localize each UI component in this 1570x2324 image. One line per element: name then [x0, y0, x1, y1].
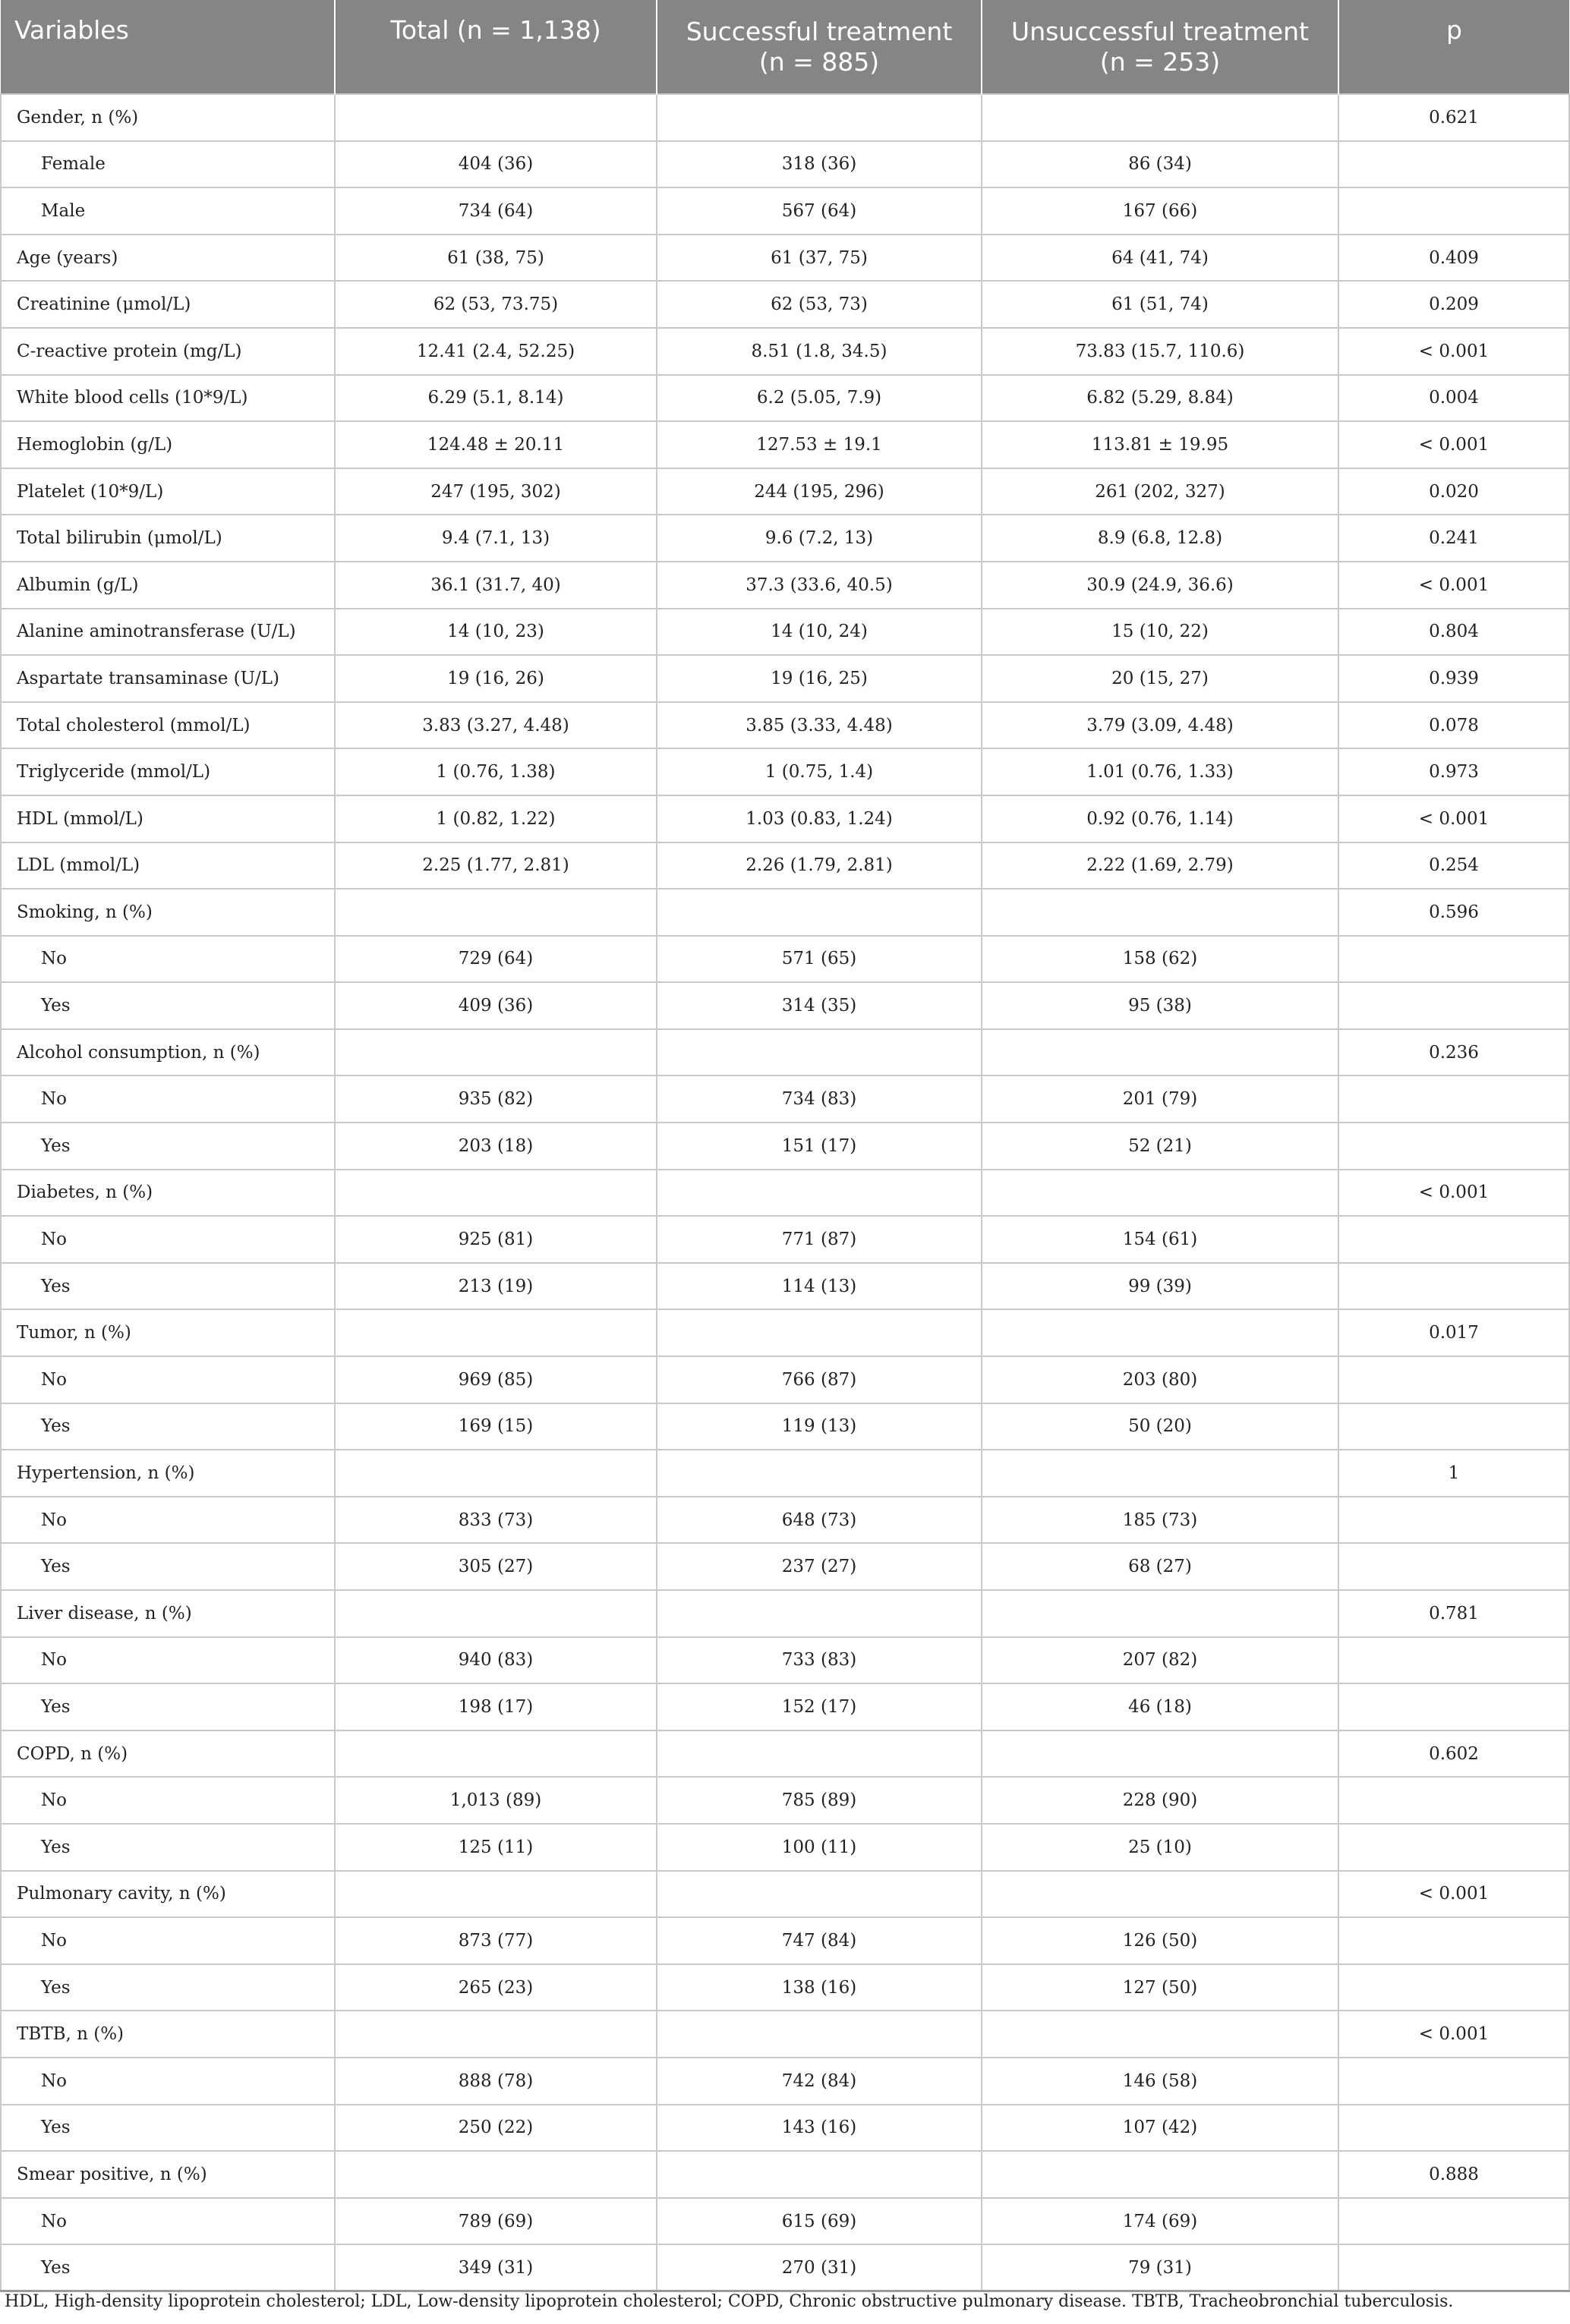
table-row [1, 562, 1569, 609]
row-label: White blood cells (10*9/L) [1, 375, 335, 422]
p-value-cell: 0.241 [1338, 515, 1569, 562]
total-cell [335, 1170, 657, 1217]
table-row [1, 982, 1569, 1029]
row-label: COPD, n (%) [1, 1730, 335, 1778]
row-label: Pulmonary cavity, n (%) [1, 1871, 335, 1918]
total-cell: 6.29 (5.1, 8.14) [335, 375, 657, 422]
row-label: Smear positive, n (%) [1, 2151, 335, 2198]
unsuccessful-cell [982, 2151, 1338, 2198]
row-label: No [1, 2058, 335, 2105]
unsuccessful-cell: 15 (10, 22) [982, 609, 1338, 656]
successful-cell: 152 (17) [657, 1683, 982, 1730]
successful-cell: 314 (35) [657, 982, 982, 1029]
table-row [1, 936, 1569, 983]
unsuccessful-cell: 46 (18) [982, 1683, 1338, 1730]
p-value-cell [1338, 1075, 1569, 1123]
unsuccessful-cell: 99 (39) [982, 1263, 1338, 1310]
table-row [1, 1871, 1569, 1918]
p-value-cell: 0.804 [1338, 609, 1569, 656]
successful-cell: 6.2 (5.05, 7.9) [657, 375, 982, 422]
unsuccessful-cell [982, 1590, 1338, 1637]
unsuccessful-cell: 1.01 (0.76, 1.33) [982, 748, 1338, 795]
unsuccessful-cell: 86 (34) [982, 141, 1338, 188]
successful-cell [657, 1309, 982, 1356]
successful-cell: 143 (16) [657, 2105, 982, 2152]
table-row [1, 1170, 1569, 1217]
p-value-cell: 0.602 [1338, 1730, 1569, 1778]
row-label: Age (years) [1, 235, 335, 282]
p-value-cell: 0.004 [1338, 375, 1569, 422]
unsuccessful-cell: 73.83 (15.7, 110.6) [982, 328, 1338, 375]
p-value-cell: 0.973 [1338, 748, 1569, 795]
successful-cell: 37.3 (33.6, 40.5) [657, 562, 982, 609]
table-row [1, 1123, 1569, 1170]
successful-cell: 270 (31) [657, 2244, 982, 2291]
total-cell: 925 (81) [335, 1216, 657, 1263]
p-value-cell [1338, 1403, 1569, 1450]
total-cell: 265 (23) [335, 1964, 657, 2011]
table-row [1, 1590, 1569, 1637]
successful-cell: 742 (84) [657, 2058, 982, 2105]
total-cell: 305 (27) [335, 1543, 657, 1590]
total-cell: 62 (53, 73.75) [335, 281, 657, 328]
total-cell: 14 (10, 23) [335, 609, 657, 656]
unsuccessful-cell: 203 (80) [982, 1356, 1338, 1403]
table-row [1, 141, 1569, 188]
successful-cell [657, 94, 982, 141]
p-value-cell: 0.781 [1338, 1590, 1569, 1637]
p-value-cell: < 0.001 [1338, 562, 1569, 609]
table-row [1, 795, 1569, 842]
header-row [1, 0, 1569, 94]
unsuccessful-cell: 174 (69) [982, 2198, 1338, 2245]
table-row [1, 1450, 1569, 1497]
table-row [1, 1216, 1569, 1263]
successful-cell: 1.03 (0.83, 1.24) [657, 795, 982, 842]
row-label: Hemoglobin (g/L) [1, 421, 335, 468]
total-cell: 409 (36) [335, 982, 657, 1029]
total-cell [335, 1450, 657, 1497]
table-row [1, 328, 1569, 375]
successful-cell: 648 (73) [657, 1497, 982, 1544]
total-cell: 250 (22) [335, 2105, 657, 2152]
table-row [1, 421, 1569, 468]
unsuccessful-cell: 228 (90) [982, 1777, 1338, 1824]
unsuccessful-cell: 126 (50) [982, 1917, 1338, 1964]
row-label: C-reactive protein (mg/L) [1, 328, 335, 375]
row-label: Aspartate transaminase (U/L) [1, 655, 335, 702]
total-cell: 203 (18) [335, 1123, 657, 1170]
total-cell: 198 (17) [335, 1683, 657, 1730]
unsuccessful-cell: 8.9 (6.8, 12.8) [982, 515, 1338, 562]
successful-cell: 19 (16, 25) [657, 655, 982, 702]
unsuccessful-cell: 68 (27) [982, 1543, 1338, 1590]
table-row [1, 281, 1569, 328]
row-label: Platelet (10*9/L) [1, 468, 335, 515]
table-row [1, 1543, 1569, 1590]
table-row [1, 842, 1569, 890]
unsuccessful-cell: 261 (202, 327) [982, 468, 1338, 515]
row-label: No [1, 1777, 335, 1824]
p-value-cell: < 0.001 [1338, 421, 1569, 468]
table-row [1, 1964, 1569, 2011]
row-label: Hypertension, n (%) [1, 1450, 335, 1497]
successful-cell: 100 (11) [657, 1824, 982, 1871]
total-cell: 789 (69) [335, 2198, 657, 2245]
total-cell: 969 (85) [335, 1356, 657, 1403]
row-label: Yes [1, 2244, 335, 2291]
total-cell: 833 (73) [335, 1497, 657, 1544]
unsuccessful-cell: 2.22 (1.69, 2.79) [982, 842, 1338, 890]
successful-cell: 114 (13) [657, 1263, 982, 1310]
p-value-cell: 0.621 [1338, 94, 1569, 141]
total-cell [335, 2151, 657, 2198]
header-successful-line2: (n = 885) [758, 46, 880, 77]
unsuccessful-cell: 146 (58) [982, 2058, 1338, 2105]
p-value-cell [1338, 2105, 1569, 2152]
table-row [1, 375, 1569, 422]
table-footnote: HDL, High-density lipoprotein cholesterol; LDL, Low-density lipoprotein cholesterol; COPD, Chronic obstructive pulmonary disease. TBTB, Tracheobronchial tuberculosis. [5, 2292, 1454, 2311]
successful-cell: 567 (64) [657, 187, 982, 235]
row-label: Total bilirubin (μmol/L) [1, 515, 335, 562]
successful-cell [657, 1170, 982, 1217]
total-cell: 1 (0.82, 1.22) [335, 795, 657, 842]
row-label: Yes [1, 1403, 335, 1450]
total-cell [335, 1730, 657, 1778]
p-value-cell [1338, 2244, 1569, 2291]
table-row [1, 609, 1569, 656]
p-value-cell [1338, 1356, 1569, 1403]
total-cell: 19 (16, 26) [335, 655, 657, 702]
total-cell: 61 (38, 75) [335, 235, 657, 282]
row-label: Yes [1, 982, 335, 1029]
table-row [1, 1683, 1569, 1730]
table-row [1, 468, 1569, 515]
successful-cell: 127.53 ± 19.1 [657, 421, 982, 468]
p-value-cell: < 0.001 [1338, 795, 1569, 842]
p-value-cell [1338, 1917, 1569, 1964]
unsuccessful-cell [982, 1309, 1338, 1356]
p-value-cell: < 0.001 [1338, 328, 1569, 375]
unsuccessful-cell: 207 (82) [982, 1637, 1338, 1684]
successful-cell: 2.26 (1.79, 2.81) [657, 842, 982, 890]
p-value-cell [1338, 1637, 1569, 1684]
p-value-cell [1338, 1777, 1569, 1824]
table-row [1, 1730, 1569, 1778]
p-value-cell [1338, 141, 1569, 188]
unsuccessful-cell: 50 (20) [982, 1403, 1338, 1450]
successful-cell [657, 889, 982, 936]
header-p-value: p [1338, 0, 1569, 94]
table-row [1, 1497, 1569, 1544]
successful-cell: 8.51 (1.8, 34.5) [657, 328, 982, 375]
unsuccessful-cell [982, 1450, 1338, 1497]
p-value-cell [1338, 1964, 1569, 2011]
total-cell: 213 (19) [335, 1263, 657, 1310]
unsuccessful-cell [982, 1871, 1338, 1918]
successful-cell: 244 (195, 296) [657, 468, 982, 515]
row-label: Total cholesterol (mmol/L) [1, 702, 335, 749]
unsuccessful-cell: 79 (31) [982, 2244, 1338, 2291]
p-value-cell [1338, 1683, 1569, 1730]
table-row [1, 1029, 1569, 1076]
unsuccessful-cell: 20 (15, 27) [982, 655, 1338, 702]
successful-cell: 318 (36) [657, 141, 982, 188]
p-value-cell: 0.939 [1338, 655, 1569, 702]
p-value-cell [1338, 1123, 1569, 1170]
unsuccessful-cell [982, 2011, 1338, 2058]
header-successful-line1: Successful treatment [686, 16, 953, 46]
p-value-cell: 1 [1338, 1450, 1569, 1497]
row-label: No [1, 936, 335, 983]
p-value-cell: 0.209 [1338, 281, 1569, 328]
table-row [1, 187, 1569, 235]
row-label: Yes [1, 1123, 335, 1170]
total-cell: 873 (77) [335, 1917, 657, 1964]
unsuccessful-cell [982, 94, 1338, 141]
successful-cell: 138 (16) [657, 1964, 982, 2011]
successful-cell [657, 1730, 982, 1778]
p-value-cell: < 0.001 [1338, 1871, 1569, 1918]
p-value-cell [1338, 2198, 1569, 2245]
row-label: No [1, 1356, 335, 1403]
p-value-cell [1338, 1824, 1569, 1871]
p-value-cell: 0.254 [1338, 842, 1569, 890]
row-label: Albumin (g/L) [1, 562, 335, 609]
total-cell: 125 (11) [335, 1824, 657, 1871]
row-label: No [1, 1216, 335, 1263]
successful-cell: 151 (17) [657, 1123, 982, 1170]
total-cell: 169 (15) [335, 1403, 657, 1450]
table-row [1, 1356, 1569, 1403]
unsuccessful-cell: 25 (10) [982, 1824, 1338, 1871]
successful-cell: 771 (87) [657, 1216, 982, 1263]
total-cell: 36.1 (31.7, 40) [335, 562, 657, 609]
total-cell: 940 (83) [335, 1637, 657, 1684]
total-cell [335, 1029, 657, 1076]
row-label: TBTB, n (%) [1, 2011, 335, 2058]
total-cell: 247 (195, 302) [335, 468, 657, 515]
total-cell: 12.41 (2.4, 52.25) [335, 328, 657, 375]
successful-cell: 9.6 (7.2, 13) [657, 515, 982, 562]
total-cell: 734 (64) [335, 187, 657, 235]
table-row [1, 2198, 1569, 2245]
p-value-cell: 0.236 [1338, 1029, 1569, 1076]
total-cell [335, 889, 657, 936]
row-label: Yes [1, 1683, 335, 1730]
row-label: Tumor, n (%) [1, 1309, 335, 1356]
table-row [1, 748, 1569, 795]
row-label: Creatinine (μmol/L) [1, 281, 335, 328]
unsuccessful-cell: 61 (51, 74) [982, 281, 1338, 328]
p-value-cell: 0.888 [1338, 2151, 1569, 2198]
header-unsuccessful-line2: (n = 253) [1099, 46, 1221, 77]
total-cell [335, 1871, 657, 1918]
total-cell: 888 (78) [335, 2058, 657, 2105]
successful-cell [657, 1871, 982, 1918]
unsuccessful-cell: 6.82 (5.29, 8.84) [982, 375, 1338, 422]
p-value-cell: 0.020 [1338, 468, 1569, 515]
successful-cell: 615 (69) [657, 2198, 982, 2245]
row-label: No [1, 1497, 335, 1544]
row-label: Gender, n (%) [1, 94, 335, 141]
unsuccessful-cell: 52 (21) [982, 1123, 1338, 1170]
unsuccessful-cell: 154 (61) [982, 1216, 1338, 1263]
table-row [1, 889, 1569, 936]
table-row [1, 1637, 1569, 1684]
table-row [1, 1075, 1569, 1123]
total-cell [335, 1590, 657, 1637]
successful-cell: 237 (27) [657, 1543, 982, 1590]
p-value-cell [1338, 1543, 1569, 1590]
successful-cell: 3.85 (3.33, 4.48) [657, 702, 982, 749]
successful-cell [657, 2011, 982, 2058]
successful-cell: 747 (84) [657, 1917, 982, 1964]
row-label: No [1, 1075, 335, 1123]
row-label: Yes [1, 1543, 335, 1590]
total-cell [335, 1309, 657, 1356]
header-unsuccessful-line1: Unsuccessful treatment [1011, 16, 1309, 46]
row-label: Yes [1, 2105, 335, 2152]
successful-cell [657, 2151, 982, 2198]
table-header [1, 0, 1569, 94]
unsuccessful-cell [982, 889, 1338, 936]
row-label: Alcohol consumption, n (%) [1, 1029, 335, 1076]
table-row [1, 702, 1569, 749]
unsuccessful-cell [982, 1029, 1338, 1076]
unsuccessful-cell: 167 (66) [982, 187, 1338, 235]
row-label: Yes [1, 1263, 335, 1310]
table-row [1, 1777, 1569, 1824]
p-value-cell [1338, 982, 1569, 1029]
p-value-cell: < 0.001 [1338, 1170, 1569, 1217]
row-label: Triglyceride (mmol/L) [1, 748, 335, 795]
total-cell: 1 (0.76, 1.38) [335, 748, 657, 795]
table-row [1, 235, 1569, 282]
p-value-cell: < 0.001 [1338, 2011, 1569, 2058]
total-cell: 124.48 ± 20.11 [335, 421, 657, 468]
header-total: Total (n = 1,138) [335, 0, 657, 94]
table-row [1, 2058, 1569, 2105]
row-label: LDL (mmol/L) [1, 842, 335, 890]
table-row [1, 515, 1569, 562]
table-row [1, 2105, 1569, 2152]
unsuccessful-cell: 185 (73) [982, 1497, 1338, 1544]
unsuccessful-cell: 201 (79) [982, 1075, 1338, 1123]
successful-cell: 119 (13) [657, 1403, 982, 1450]
header-unsuccessful [982, 0, 1338, 94]
total-cell: 729 (64) [335, 936, 657, 983]
p-value-cell [1338, 1497, 1569, 1544]
successful-cell: 1 (0.75, 1.4) [657, 748, 982, 795]
p-value-cell: 0.409 [1338, 235, 1569, 282]
p-value-cell [1338, 936, 1569, 983]
unsuccessful-cell: 113.81 ± 19.95 [982, 421, 1338, 468]
row-label: Male [1, 187, 335, 235]
total-cell [335, 2011, 657, 2058]
successful-cell [657, 1590, 982, 1637]
header-variables: Variables [1, 0, 335, 94]
unsuccessful-cell [982, 1170, 1338, 1217]
successful-cell [657, 1029, 982, 1076]
p-value-cell: 0.078 [1338, 702, 1569, 749]
successful-cell: 785 (89) [657, 1777, 982, 1824]
row-label: Diabetes, n (%) [1, 1170, 335, 1217]
successful-cell: 766 (87) [657, 1356, 982, 1403]
row-label: Smoking, n (%) [1, 889, 335, 936]
unsuccessful-cell: 95 (38) [982, 982, 1338, 1029]
total-cell: 9.4 (7.1, 13) [335, 515, 657, 562]
table-row [1, 2011, 1569, 2058]
successful-cell: 62 (53, 73) [657, 281, 982, 328]
successful-cell: 733 (83) [657, 1637, 982, 1684]
table-row [1, 2244, 1569, 2291]
table-row [1, 1824, 1569, 1871]
table-body [1, 94, 1569, 2291]
total-cell: 349 (31) [335, 2244, 657, 2291]
total-cell [335, 94, 657, 141]
p-value-cell [1338, 187, 1569, 235]
row-label: Alanine aminotransferase (U/L) [1, 609, 335, 656]
total-cell: 2.25 (1.77, 2.81) [335, 842, 657, 890]
total-cell: 404 (36) [335, 141, 657, 188]
successful-cell [657, 1450, 982, 1497]
unsuccessful-cell: 158 (62) [982, 936, 1338, 983]
row-label: Yes [1, 1824, 335, 1871]
successful-cell: 571 (65) [657, 936, 982, 983]
header-successful [657, 0, 982, 94]
p-value-cell: 0.596 [1338, 889, 1569, 936]
unsuccessful-cell: 30.9 (24.9, 36.6) [982, 562, 1338, 609]
successful-cell: 61 (37, 75) [657, 235, 982, 282]
unsuccessful-cell: 0.92 (0.76, 1.14) [982, 795, 1338, 842]
p-value-cell [1338, 2058, 1569, 2105]
table-row [1, 2151, 1569, 2198]
table-row [1, 94, 1569, 141]
p-value-cell: 0.017 [1338, 1309, 1569, 1356]
table-row [1, 1403, 1569, 1450]
row-label: Yes [1, 1964, 335, 2011]
unsuccessful-cell: 127 (50) [982, 1964, 1338, 2011]
p-value-cell [1338, 1263, 1569, 1310]
unsuccessful-cell: 64 (41, 74) [982, 235, 1338, 282]
row-label: No [1, 1637, 335, 1684]
row-label: No [1, 2198, 335, 2245]
total-cell: 3.83 (3.27, 4.48) [335, 702, 657, 749]
unsuccessful-cell: 3.79 (3.09, 4.48) [982, 702, 1338, 749]
table-row [1, 655, 1569, 702]
row-label: Liver disease, n (%) [1, 1590, 335, 1637]
table-row [1, 1309, 1569, 1356]
row-label: HDL (mmol/L) [1, 795, 335, 842]
p-value-cell [1338, 1216, 1569, 1263]
successful-cell: 734 (83) [657, 1075, 982, 1123]
successful-cell: 14 (10, 24) [657, 609, 982, 656]
unsuccessful-cell [982, 1730, 1338, 1778]
unsuccessful-cell: 107 (42) [982, 2105, 1338, 2152]
row-label: No [1, 1917, 335, 1964]
total-cell: 1,013 (89) [335, 1777, 657, 1824]
row-label: Female [1, 141, 335, 188]
table-row [1, 1263, 1569, 1310]
table-row [1, 1917, 1569, 1964]
total-cell: 935 (82) [335, 1075, 657, 1123]
